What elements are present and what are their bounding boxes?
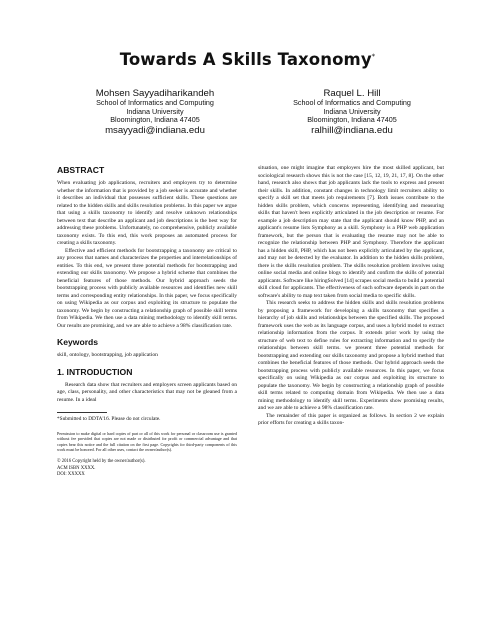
doi-line: DOI: XXXXX [57, 472, 85, 477]
author-university: Indiana University [126, 106, 184, 116]
paper-title [0, 50, 495, 69]
paper-title-text: Towards A Skills Taxonomy [119, 50, 372, 69]
author-block-2 [252, 88, 452, 136]
author-affiliation: School of Informatics and Computing [96, 98, 214, 107]
introduction-paragraph: Research data show that recruiters and employers screen applicants based on age, class, personality, and other characteristics that may not be gleaned from a resume. In a ideal [57, 381, 237, 403]
footnote-text: *Submitted to DDTA'16. Please do not circulate. [57, 416, 161, 422]
author-university: Indiana University [323, 106, 381, 116]
author-email: ralhill@indiana.edu [311, 124, 393, 136]
body-paragraph-3: The remainder of this paper is organized as follows. In section 2 we explain prior efforts for creating a skills taxon- [258, 412, 444, 426]
author-location: Bloomington, Indiana 47405 [307, 115, 397, 125]
permission-notice: Permission to make digital or hard copies of part or all of this work for personal or classroom use is granted without fee provided that copies are not made or distributed for profit or commercial advantage and that copies bear this notice and the full citation on the first page. Copyrights for third-party components of this work must be honored. For all other uses, contact the owner/author(s). [57, 431, 237, 452]
author-location: Bloomington, Indiana 47405 [110, 115, 200, 125]
author-block-1 [55, 88, 255, 136]
right-column [258, 165, 444, 428]
title-footnote-mark: * [371, 52, 376, 61]
author-name: Raquel L. Hill [323, 88, 381, 99]
copyright-block [57, 459, 237, 478]
author-name: Mohsen Sayyadiharikandeh [95, 88, 215, 99]
footnote-rule [57, 412, 107, 413]
abstract-heading: ABSTRACT [57, 165, 105, 175]
acm-isbn-line: ACM ISBN XXXX. [57, 465, 96, 471]
keywords-text: skill, ontology, bootstrapping, job application [57, 352, 158, 358]
abstract-paragraph-2: Effective and efficient methods for bootstrapping a taxonomy are critical to any process that names and characterizes the properties and interrelationships of entities. To this end, we present three potential methods for bootstrapping and extending our skills taxonomy. We propose a hybrid scheme that combines the beneficial features of those methods. Our hybrid approach seeds the bootstrapping process with publicly available resources and identifies new skill terms and corresponding entity relationships. In this paper, we focus specifically on using Wikipedia as our corpus and exploiting its structure to populate the taxonomy. We begin by constructing a relationship graph of possible skill terms from Wikipedia. We then use a data mining methodology to identify skill terms. Our results are promising, and we are able to achieve a 98% classification rate. [57, 247, 237, 329]
copyright-line: © 2016 Copyright held by the owner/author(s). [57, 459, 146, 465]
abstract-paragraph-1: When evaluating job applications, recruiters and employers try to determine whether the information that is provided by a job seeker is accurate and whether it describes an individual that possesses sufficient skills. These questions are related to the hidden skills and skills resolution problems. In this paper we argue that using a skills taxonomy to identify and resolve unknown relationships between text that describe an applicant and job descriptions is the best way for addressing these problems. Unfortunately, no comprehensive, publicly available taxonomy exists. To this end, this work proposes an automated process for creating a skills taxonomy. [57, 180, 237, 246]
left-column [57, 165, 237, 478]
keywords-heading: Keywords [57, 337, 99, 347]
author-email: msayyadi@indiana.edu [105, 124, 205, 136]
introduction-heading: 1. INTRODUCTION [57, 366, 133, 377]
body-paragraph-1: situation, one might imagine that employers hire the most skilled applicant, but sociological research shows this is not the case [15, 12, 19, 21, 17, 8]. On the other hand, research also shows that job applicants lack the tools to express and present their skills. In addition, constant changes in technology limit recruiters ability to specify a skill set that meets job requirements [7]. Both issues contribute to the hidden skills problem, which concerns representing, identifying and measuring skills that haven't been explicitly articulated in the job description or resume. For example a job description may state that the applicant should know PHP, and an applicant's resume lists Symphony as a skill. Symphony is a PHP web application framework, but the person that is evaluating the resume may not be able to recognize the relationship between PHP and Symphony. Therefore the applicant has a hidden skill, PHP, which has not been explicitly articulated by the applicant, and may not be detected by the evaluator. In addition to the hidden skills problem, there is the skills resolution problem. The skills resolution problem involves using online social media and online blogs to identify and confirm the skills of potential applicants. Software like hiringSolved [14] scrapes social media to build a potential skill cloud for applicants. The effectiveness of such software depends in part on the software's ability to map text taken from social media to specific skills. [258, 165, 444, 299]
body-paragraph-2: This research seeks to address the hidden skills and skills resolution problems by proposing a framework for developing a skills taxonomy that specifies a hierarchy of job skills and relationships between the specified skills. The proposed framework uses the web as its language corpus, and uses a hybrid model to extract relationship information from the corpus. It extends prior work by using the structure of web text to define rules for extracting information and to specify the relationships between skill terms. we present three potential methods for bootstrapping and extending our skills taxonomy and propose a hybrid method that combines the beneficial features of those methods. Our hybrid approach seeds the bootstrapping process with publicly available resources. In this paper, we focus specifically on using Wikipedia as our corpus and exploiting its structure to populate the taxonomy. We begin by constructing a relationship graph of possible skill terms related to computing domain from Wikipedia. We then use a data mining methodology to identify skill terms. Experiments show promising results, and we are able to achieve a 98% classification rate. [258, 300, 444, 411]
author-affiliation: School of Informatics and Computing [293, 98, 411, 107]
